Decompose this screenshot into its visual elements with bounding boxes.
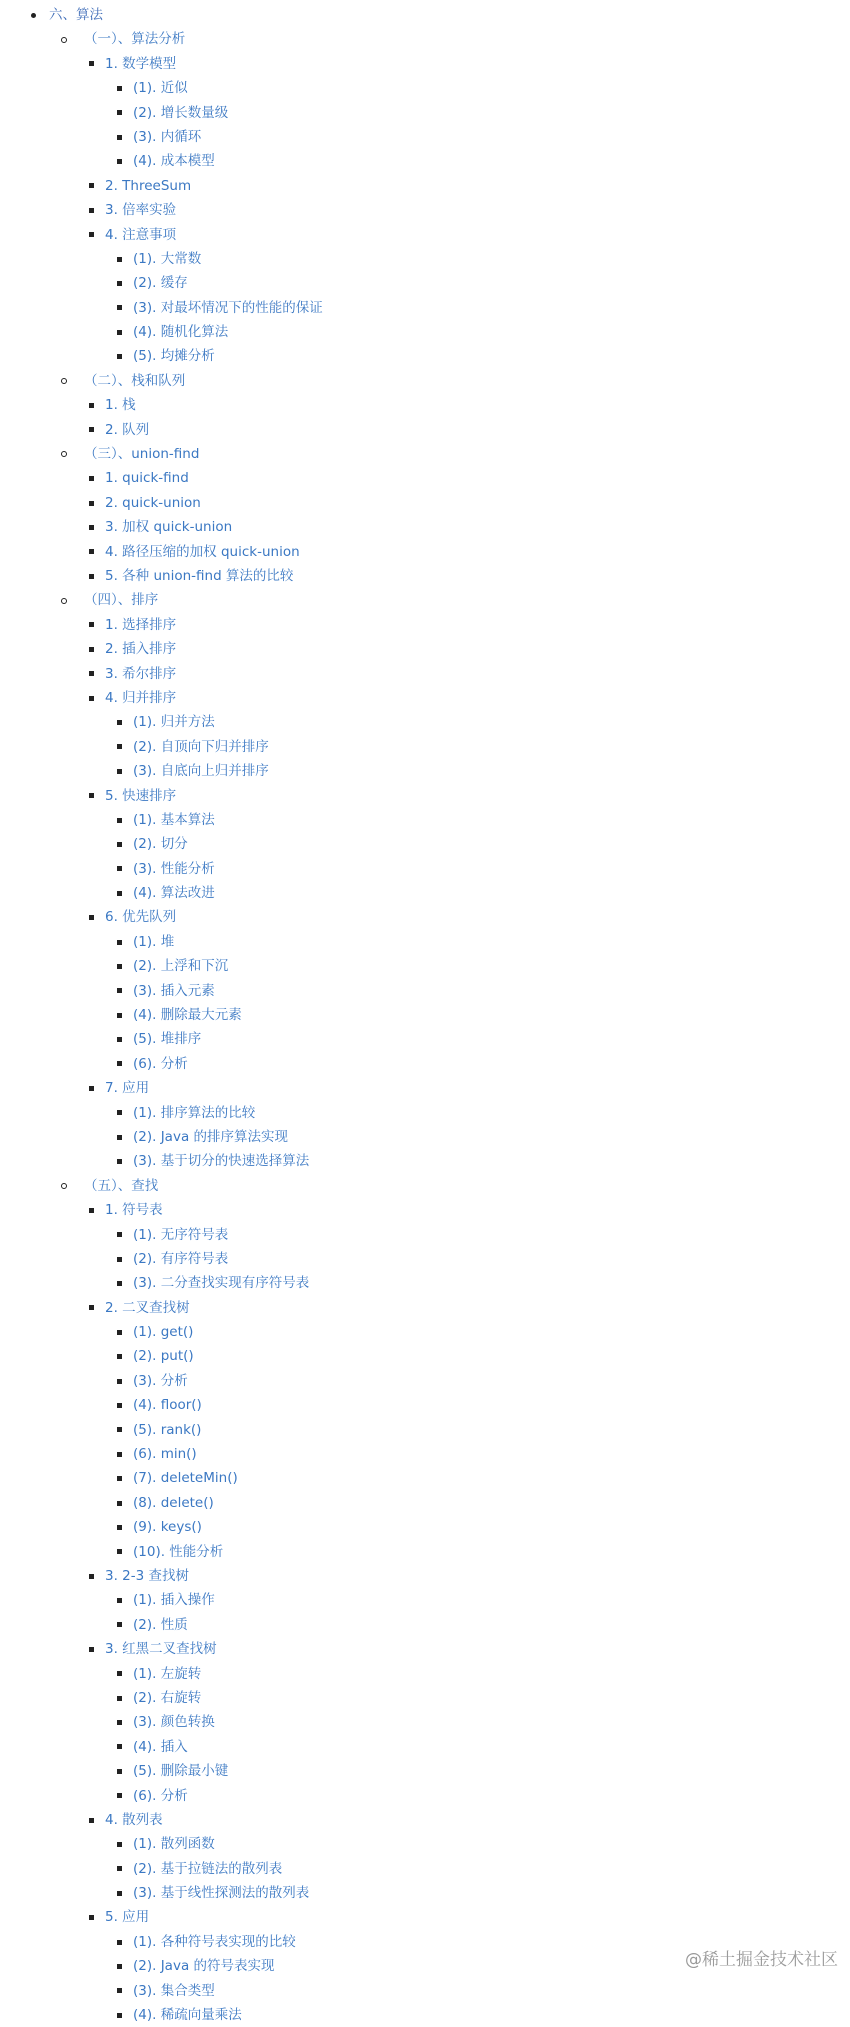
square-bullet-icon bbox=[89, 1647, 94, 1652]
toc-link[interactable]: 1. 数学模型 bbox=[105, 55, 177, 72]
toc-item-level-2 bbox=[0, 613, 850, 637]
square-bullet-icon bbox=[117, 354, 122, 359]
toc-item-level-3 bbox=[0, 1271, 850, 1295]
toc-link[interactable]: 3. 加权 quick-union bbox=[105, 519, 233, 536]
toc-item-level-2 bbox=[0, 223, 850, 247]
toc-link[interactable]: 4. 注意事项 bbox=[105, 226, 177, 243]
toc-link[interactable]: (2). 上浮和下沉 bbox=[133, 958, 229, 975]
toc-item-level-3 bbox=[0, 1515, 850, 1539]
square-bullet-icon bbox=[117, 940, 122, 945]
toc-link[interactable]: (4). 插入 bbox=[133, 1738, 188, 1755]
toc-link[interactable]: (3). 分析 bbox=[133, 1372, 188, 1389]
toc-link[interactable]: 5. 各种 union-find 算法的比较 bbox=[105, 567, 294, 584]
toc-item-level-3 bbox=[0, 759, 850, 783]
toc-item-level-3 bbox=[0, 881, 850, 905]
square-bullet-icon bbox=[89, 915, 94, 920]
square-bullet-icon bbox=[89, 232, 94, 237]
toc-item-level-3 bbox=[0, 2003, 850, 2027]
square-bullet-icon bbox=[117, 1037, 122, 1042]
toc-link[interactable]: (4). 删除最大元素 bbox=[133, 1007, 242, 1024]
square-bullet-icon bbox=[117, 1793, 122, 1798]
toc-link[interactable]: (4). 成本模型 bbox=[133, 153, 215, 170]
square-bullet-icon bbox=[117, 866, 122, 871]
toc-item-level-2 bbox=[0, 393, 850, 417]
toc-item-level-3 bbox=[0, 1857, 850, 1881]
toc-item-level-3 bbox=[0, 1759, 850, 1783]
toc-item-level-3 bbox=[0, 1101, 850, 1125]
square-bullet-icon bbox=[117, 1696, 122, 1701]
toc-link[interactable]: 3. 倍率实验 bbox=[105, 202, 177, 219]
square-bullet-icon bbox=[117, 1940, 122, 1945]
toc-item-level-2 bbox=[0, 418, 850, 442]
toc-link[interactable]: 1. 选择排序 bbox=[105, 616, 177, 633]
square-bullet-icon bbox=[89, 793, 94, 798]
toc-item-level-3 bbox=[0, 832, 850, 856]
toc-link[interactable]: (3). 性能分析 bbox=[133, 860, 215, 877]
toc-link[interactable]: (4). floor() bbox=[133, 1397, 202, 1414]
square-bullet-icon bbox=[89, 1915, 94, 1920]
toc-link[interactable]: (3). 内循环 bbox=[133, 128, 202, 145]
toc-link[interactable]: （四）、排序 bbox=[84, 592, 159, 609]
toc-link[interactable]: (5). 堆排序 bbox=[133, 1031, 202, 1048]
toc-link[interactable]: (2). 右旋转 bbox=[133, 1689, 202, 1706]
toc-link[interactable]: (4). 稀疏向量乘法 bbox=[133, 2007, 242, 2024]
square-bullet-icon bbox=[117, 1720, 122, 1725]
toc-item-level-3 bbox=[0, 1832, 850, 1856]
circle-bullet-icon bbox=[61, 1183, 67, 1189]
square-bullet-icon bbox=[117, 1476, 122, 1481]
toc-link[interactable]: (6). 分析 bbox=[133, 1787, 188, 1804]
square-bullet-icon bbox=[117, 110, 122, 115]
square-bullet-icon bbox=[117, 1110, 122, 1115]
square-bullet-icon bbox=[117, 1354, 122, 1359]
toc-item-level-2 bbox=[0, 564, 850, 588]
square-bullet-icon bbox=[117, 159, 122, 164]
square-bullet-icon bbox=[117, 720, 122, 725]
toc-link[interactable]: (1). 堆 bbox=[133, 933, 175, 950]
toc-item-level-3 bbox=[0, 1149, 850, 1173]
toc-link[interactable]: (1). 归并方法 bbox=[133, 714, 215, 731]
toc-link[interactable]: （二）、栈和队列 bbox=[84, 372, 186, 389]
toc-link[interactable]: (10). 性能分析 bbox=[133, 1543, 224, 1560]
toc-item-level-3 bbox=[0, 808, 850, 832]
toc-item-level-3 bbox=[0, 735, 850, 759]
toc-item-level-3 bbox=[0, 320, 850, 344]
toc-item-level-3 bbox=[0, 979, 850, 1003]
square-bullet-icon bbox=[117, 1159, 122, 1164]
toc-item-level-3 bbox=[0, 954, 850, 978]
square-bullet-icon bbox=[89, 574, 94, 579]
square-bullet-icon bbox=[117, 257, 122, 262]
toc-item-level-3 bbox=[0, 271, 850, 295]
toc-item-level-1 bbox=[0, 369, 850, 393]
square-bullet-icon bbox=[117, 1232, 122, 1237]
square-bullet-icon bbox=[89, 696, 94, 701]
toc-item-level-3 bbox=[0, 1125, 850, 1149]
toc-item-level-2 bbox=[0, 540, 850, 564]
toc-item-level-2 bbox=[0, 1296, 850, 1320]
toc-item-level-3 bbox=[0, 149, 850, 173]
toc-item-level-2 bbox=[0, 1637, 850, 1661]
square-bullet-icon bbox=[117, 1866, 122, 1871]
toc-link[interactable]: (3). 自底向上归并排序 bbox=[133, 763, 269, 780]
square-bullet-icon bbox=[117, 818, 122, 823]
disc-bullet-icon bbox=[31, 13, 36, 18]
toc-item-level-3 bbox=[0, 1588, 850, 1612]
toc-item-level-2 bbox=[0, 662, 850, 686]
toc-link[interactable]: 六、算法 bbox=[49, 7, 103, 23]
table-of-contents bbox=[0, 3, 850, 2027]
circle-bullet-icon bbox=[61, 378, 67, 384]
toc-link[interactable]: （五）、查找 bbox=[84, 1177, 159, 1194]
toc-link[interactable]: (1). 大常数 bbox=[133, 250, 202, 267]
square-bullet-icon bbox=[89, 1574, 94, 1579]
toc-item-level-3 bbox=[0, 76, 850, 100]
square-bullet-icon bbox=[117, 330, 122, 335]
toc-item-level-3 bbox=[0, 1540, 850, 1564]
toc-item-level-3 bbox=[0, 710, 850, 734]
toc-item-level-1 bbox=[0, 588, 850, 612]
toc-link[interactable]: (2). 基于拉链法的散列表 bbox=[133, 1860, 283, 1877]
square-bullet-icon bbox=[89, 549, 94, 554]
square-bullet-icon bbox=[117, 1744, 122, 1749]
square-bullet-icon bbox=[117, 744, 122, 749]
toc-item-level-3 bbox=[0, 1686, 850, 1710]
toc-item-level-1 bbox=[0, 27, 850, 51]
toc-item-level-3 bbox=[0, 1491, 850, 1515]
toc-link[interactable]: (6). 分析 bbox=[133, 1055, 188, 1072]
toc-link[interactable]: (2). 性质 bbox=[133, 1616, 188, 1633]
toc-link[interactable]: 3. 希尔排序 bbox=[105, 665, 177, 682]
toc-link[interactable]: (8). delete() bbox=[133, 1494, 214, 1511]
toc-link[interactable]: (2). Java 的排序算法实现 bbox=[133, 1128, 289, 1145]
toc-item-level-3 bbox=[0, 1710, 850, 1734]
square-bullet-icon bbox=[117, 2013, 122, 2018]
square-bullet-icon bbox=[117, 1842, 122, 1847]
toc-link[interactable]: 3. 2-3 查找树 bbox=[105, 1568, 190, 1584]
toc-item-level-3 bbox=[0, 1223, 850, 1247]
square-bullet-icon bbox=[117, 891, 122, 896]
toc-link[interactable]: (1). 左旋转 bbox=[133, 1665, 202, 1682]
square-bullet-icon bbox=[117, 964, 122, 969]
toc-link[interactable]: (2). put() bbox=[133, 1348, 194, 1365]
square-bullet-icon bbox=[117, 86, 122, 91]
toc-item-level-3 bbox=[0, 1369, 850, 1393]
square-bullet-icon bbox=[117, 135, 122, 140]
square-bullet-icon bbox=[89, 622, 94, 627]
toc-item-level-3 bbox=[0, 1735, 850, 1759]
square-bullet-icon bbox=[89, 427, 94, 432]
toc-link[interactable]: (5). 删除最小键 bbox=[133, 1763, 229, 1780]
toc-item-level-2 bbox=[0, 905, 850, 929]
square-bullet-icon bbox=[117, 1257, 122, 1262]
toc-item-level-3 bbox=[0, 1979, 850, 2003]
toc-link[interactable]: (2). Java 的符号表实现 bbox=[133, 1958, 275, 1975]
toc-link[interactable]: 2. 插入排序 bbox=[105, 641, 177, 658]
square-bullet-icon bbox=[117, 1013, 122, 1018]
circle-bullet-icon bbox=[61, 598, 67, 604]
toc-link[interactable]: 2. quick-union bbox=[105, 494, 201, 511]
toc-item-level-2 bbox=[0, 52, 850, 76]
toc-item-level-3 bbox=[0, 1003, 850, 1027]
toc-item-level-2 bbox=[0, 784, 850, 808]
square-bullet-icon bbox=[117, 1501, 122, 1506]
toc-item-level-3 bbox=[0, 1784, 850, 1808]
toc-item-level-3 bbox=[0, 1052, 850, 1076]
toc-item-level-1 bbox=[0, 442, 850, 466]
toc-item-level-2 bbox=[0, 174, 850, 198]
toc-link[interactable]: 1. quick-find bbox=[105, 470, 189, 487]
square-bullet-icon bbox=[117, 1403, 122, 1408]
toc-item-level-2 bbox=[0, 466, 850, 490]
toc-item-level-2 bbox=[0, 1808, 850, 1832]
square-bullet-icon bbox=[117, 305, 122, 310]
toc-link[interactable]: (1). 近似 bbox=[133, 80, 188, 97]
toc-item-level-2 bbox=[0, 515, 850, 539]
toc-item-level-2 bbox=[0, 1076, 850, 1100]
toc-link[interactable]: 2. 队列 bbox=[105, 421, 150, 438]
toc-link[interactable]: 4. 散列表 bbox=[105, 1811, 163, 1828]
toc-item-level-3 bbox=[0, 344, 850, 368]
toc-item-level-3 bbox=[0, 930, 850, 954]
toc-link[interactable]: (5). 均摊分析 bbox=[133, 348, 215, 365]
toc-item-level-2 bbox=[0, 198, 850, 222]
square-bullet-icon bbox=[117, 1891, 122, 1896]
toc-item-level-3 bbox=[0, 1393, 850, 1417]
toc-item-level-3 bbox=[0, 1247, 850, 1271]
toc-link[interactable]: （三）、union-find bbox=[84, 446, 200, 463]
square-bullet-icon bbox=[89, 1818, 94, 1823]
square-bullet-icon bbox=[117, 1061, 122, 1066]
toc-item-level-3 bbox=[0, 101, 850, 125]
toc-link[interactable]: (1). 散列函数 bbox=[133, 1836, 215, 1853]
square-bullet-icon bbox=[117, 1549, 122, 1554]
toc-item-level-3 bbox=[0, 125, 850, 149]
toc-link[interactable]: 1. 栈 bbox=[105, 397, 136, 414]
toc-item-level-2 bbox=[0, 491, 850, 515]
toc-link[interactable]: (4). 随机化算法 bbox=[133, 324, 229, 341]
square-bullet-icon bbox=[89, 403, 94, 408]
toc-item-level-2 bbox=[0, 1564, 850, 1588]
square-bullet-icon bbox=[89, 501, 94, 506]
toc-item-level-3 bbox=[0, 857, 850, 881]
square-bullet-icon bbox=[89, 647, 94, 652]
toc-link[interactable]: 4. 归并排序 bbox=[105, 689, 177, 706]
toc-item-level-3 bbox=[0, 1442, 850, 1466]
toc-item-level-3 bbox=[0, 1613, 850, 1637]
square-bullet-icon bbox=[89, 208, 94, 213]
square-bullet-icon bbox=[89, 1208, 94, 1213]
toc-link[interactable]: (6). min() bbox=[133, 1446, 197, 1463]
toc-link[interactable]: (3). 基于切分的快速选择算法 bbox=[133, 1153, 310, 1170]
toc-link[interactable]: (2). 缓存 bbox=[133, 275, 188, 292]
toc-link[interactable]: (1). 无序符号表 bbox=[133, 1226, 229, 1243]
toc-link[interactable]: (1). get() bbox=[133, 1324, 194, 1341]
square-bullet-icon bbox=[117, 1330, 122, 1335]
toc-item-level-2 bbox=[0, 1905, 850, 1929]
toc-item-level-1 bbox=[0, 1174, 850, 1198]
square-bullet-icon bbox=[117, 1135, 122, 1140]
toc-link[interactable]: (2). 自顶向下归并排序 bbox=[133, 738, 269, 755]
circle-bullet-icon bbox=[61, 37, 67, 43]
square-bullet-icon bbox=[89, 671, 94, 676]
square-bullet-icon bbox=[117, 988, 122, 993]
toc-link[interactable]: 2. 二叉查找树 bbox=[105, 1299, 190, 1316]
toc-item-level-3 bbox=[0, 1418, 850, 1442]
square-bullet-icon bbox=[89, 61, 94, 66]
toc-link[interactable]: (3). 颜色转换 bbox=[133, 1714, 215, 1731]
square-bullet-icon bbox=[89, 525, 94, 530]
toc-link[interactable]: 5. 应用 bbox=[105, 1909, 150, 1926]
toc-link[interactable]: (7). deleteMin() bbox=[133, 1470, 238, 1487]
circle-bullet-icon bbox=[61, 451, 67, 457]
toc-link[interactable]: 6. 优先队列 bbox=[105, 909, 177, 926]
toc-item-level-3 bbox=[0, 1344, 850, 1368]
square-bullet-icon bbox=[117, 1671, 122, 1676]
toc-link[interactable]: 3. 红黑二叉查找树 bbox=[105, 1641, 217, 1658]
toc-link[interactable]: (1). 各种符号表实现的比较 bbox=[133, 1933, 296, 1950]
square-bullet-icon bbox=[117, 1622, 122, 1627]
square-bullet-icon bbox=[89, 1305, 94, 1310]
square-bullet-icon bbox=[117, 1964, 122, 1969]
toc-link[interactable]: (1). 基本算法 bbox=[133, 811, 215, 828]
toc-link[interactable]: (2). 增长数量级 bbox=[133, 104, 229, 121]
toc-item-level-3 bbox=[0, 1027, 850, 1051]
square-bullet-icon bbox=[89, 1086, 94, 1091]
toc-link[interactable]: （一）、算法分析 bbox=[84, 31, 186, 48]
toc-link[interactable]: (3). 二分查找实现有序符号表 bbox=[133, 1275, 310, 1292]
toc-item-level-3 bbox=[0, 1881, 850, 1905]
square-bullet-icon bbox=[117, 1379, 122, 1384]
toc-item-level-3 bbox=[0, 247, 850, 271]
toc-link[interactable]: (3). 基于线性探测法的散列表 bbox=[133, 1885, 310, 1902]
toc-item-level-3 bbox=[0, 1320, 850, 1344]
toc-item-level-3 bbox=[0, 296, 850, 320]
toc-item-level-2 bbox=[0, 637, 850, 661]
toc-link[interactable]: (5). rank() bbox=[133, 1421, 202, 1438]
toc-link[interactable]: 1. 符号表 bbox=[105, 1202, 163, 1219]
square-bullet-icon bbox=[117, 1988, 122, 1993]
square-bullet-icon bbox=[89, 476, 94, 481]
toc-link[interactable]: 4. 路径压缩的加权 quick-union bbox=[105, 543, 300, 560]
toc-item-level-0 bbox=[0, 3, 850, 27]
square-bullet-icon bbox=[117, 1281, 122, 1286]
toc-link[interactable]: (3). 集合类型 bbox=[133, 1982, 215, 1999]
toc-link[interactable]: 7. 应用 bbox=[105, 1080, 150, 1097]
toc-item-level-3 bbox=[0, 1466, 850, 1490]
square-bullet-icon bbox=[117, 1769, 122, 1774]
square-bullet-icon bbox=[89, 183, 94, 188]
square-bullet-icon bbox=[117, 842, 122, 847]
square-bullet-icon bbox=[117, 1452, 122, 1457]
toc-link[interactable]: 5. 快速排序 bbox=[105, 787, 177, 804]
toc-item-level-2 bbox=[0, 686, 850, 710]
watermark: @稀土掘金技术社区 bbox=[685, 1950, 838, 1970]
square-bullet-icon bbox=[117, 1427, 122, 1432]
toc-link[interactable]: 2. ThreeSum bbox=[105, 177, 192, 194]
toc-link[interactable]: (2). 有序符号表 bbox=[133, 1250, 229, 1267]
square-bullet-icon bbox=[117, 769, 122, 774]
square-bullet-icon bbox=[117, 1598, 122, 1603]
square-bullet-icon bbox=[117, 281, 122, 286]
square-bullet-icon bbox=[117, 1525, 122, 1530]
toc-link[interactable]: (2). 切分 bbox=[133, 836, 188, 853]
toc-item-level-2 bbox=[0, 1198, 850, 1222]
toc-link[interactable]: (3). 对最坏情况下的性能的保证 bbox=[133, 299, 323, 316]
toc-link[interactable]: (9). keys() bbox=[133, 1519, 202, 1536]
toc-link[interactable]: (4). 算法改进 bbox=[133, 885, 215, 902]
toc-link[interactable]: (1). 插入操作 bbox=[133, 1592, 215, 1609]
toc-link[interactable]: (3). 插入元素 bbox=[133, 982, 215, 999]
toc-link[interactable]: (1). 排序算法的比较 bbox=[133, 1104, 256, 1121]
toc-item-level-3 bbox=[0, 1662, 850, 1686]
